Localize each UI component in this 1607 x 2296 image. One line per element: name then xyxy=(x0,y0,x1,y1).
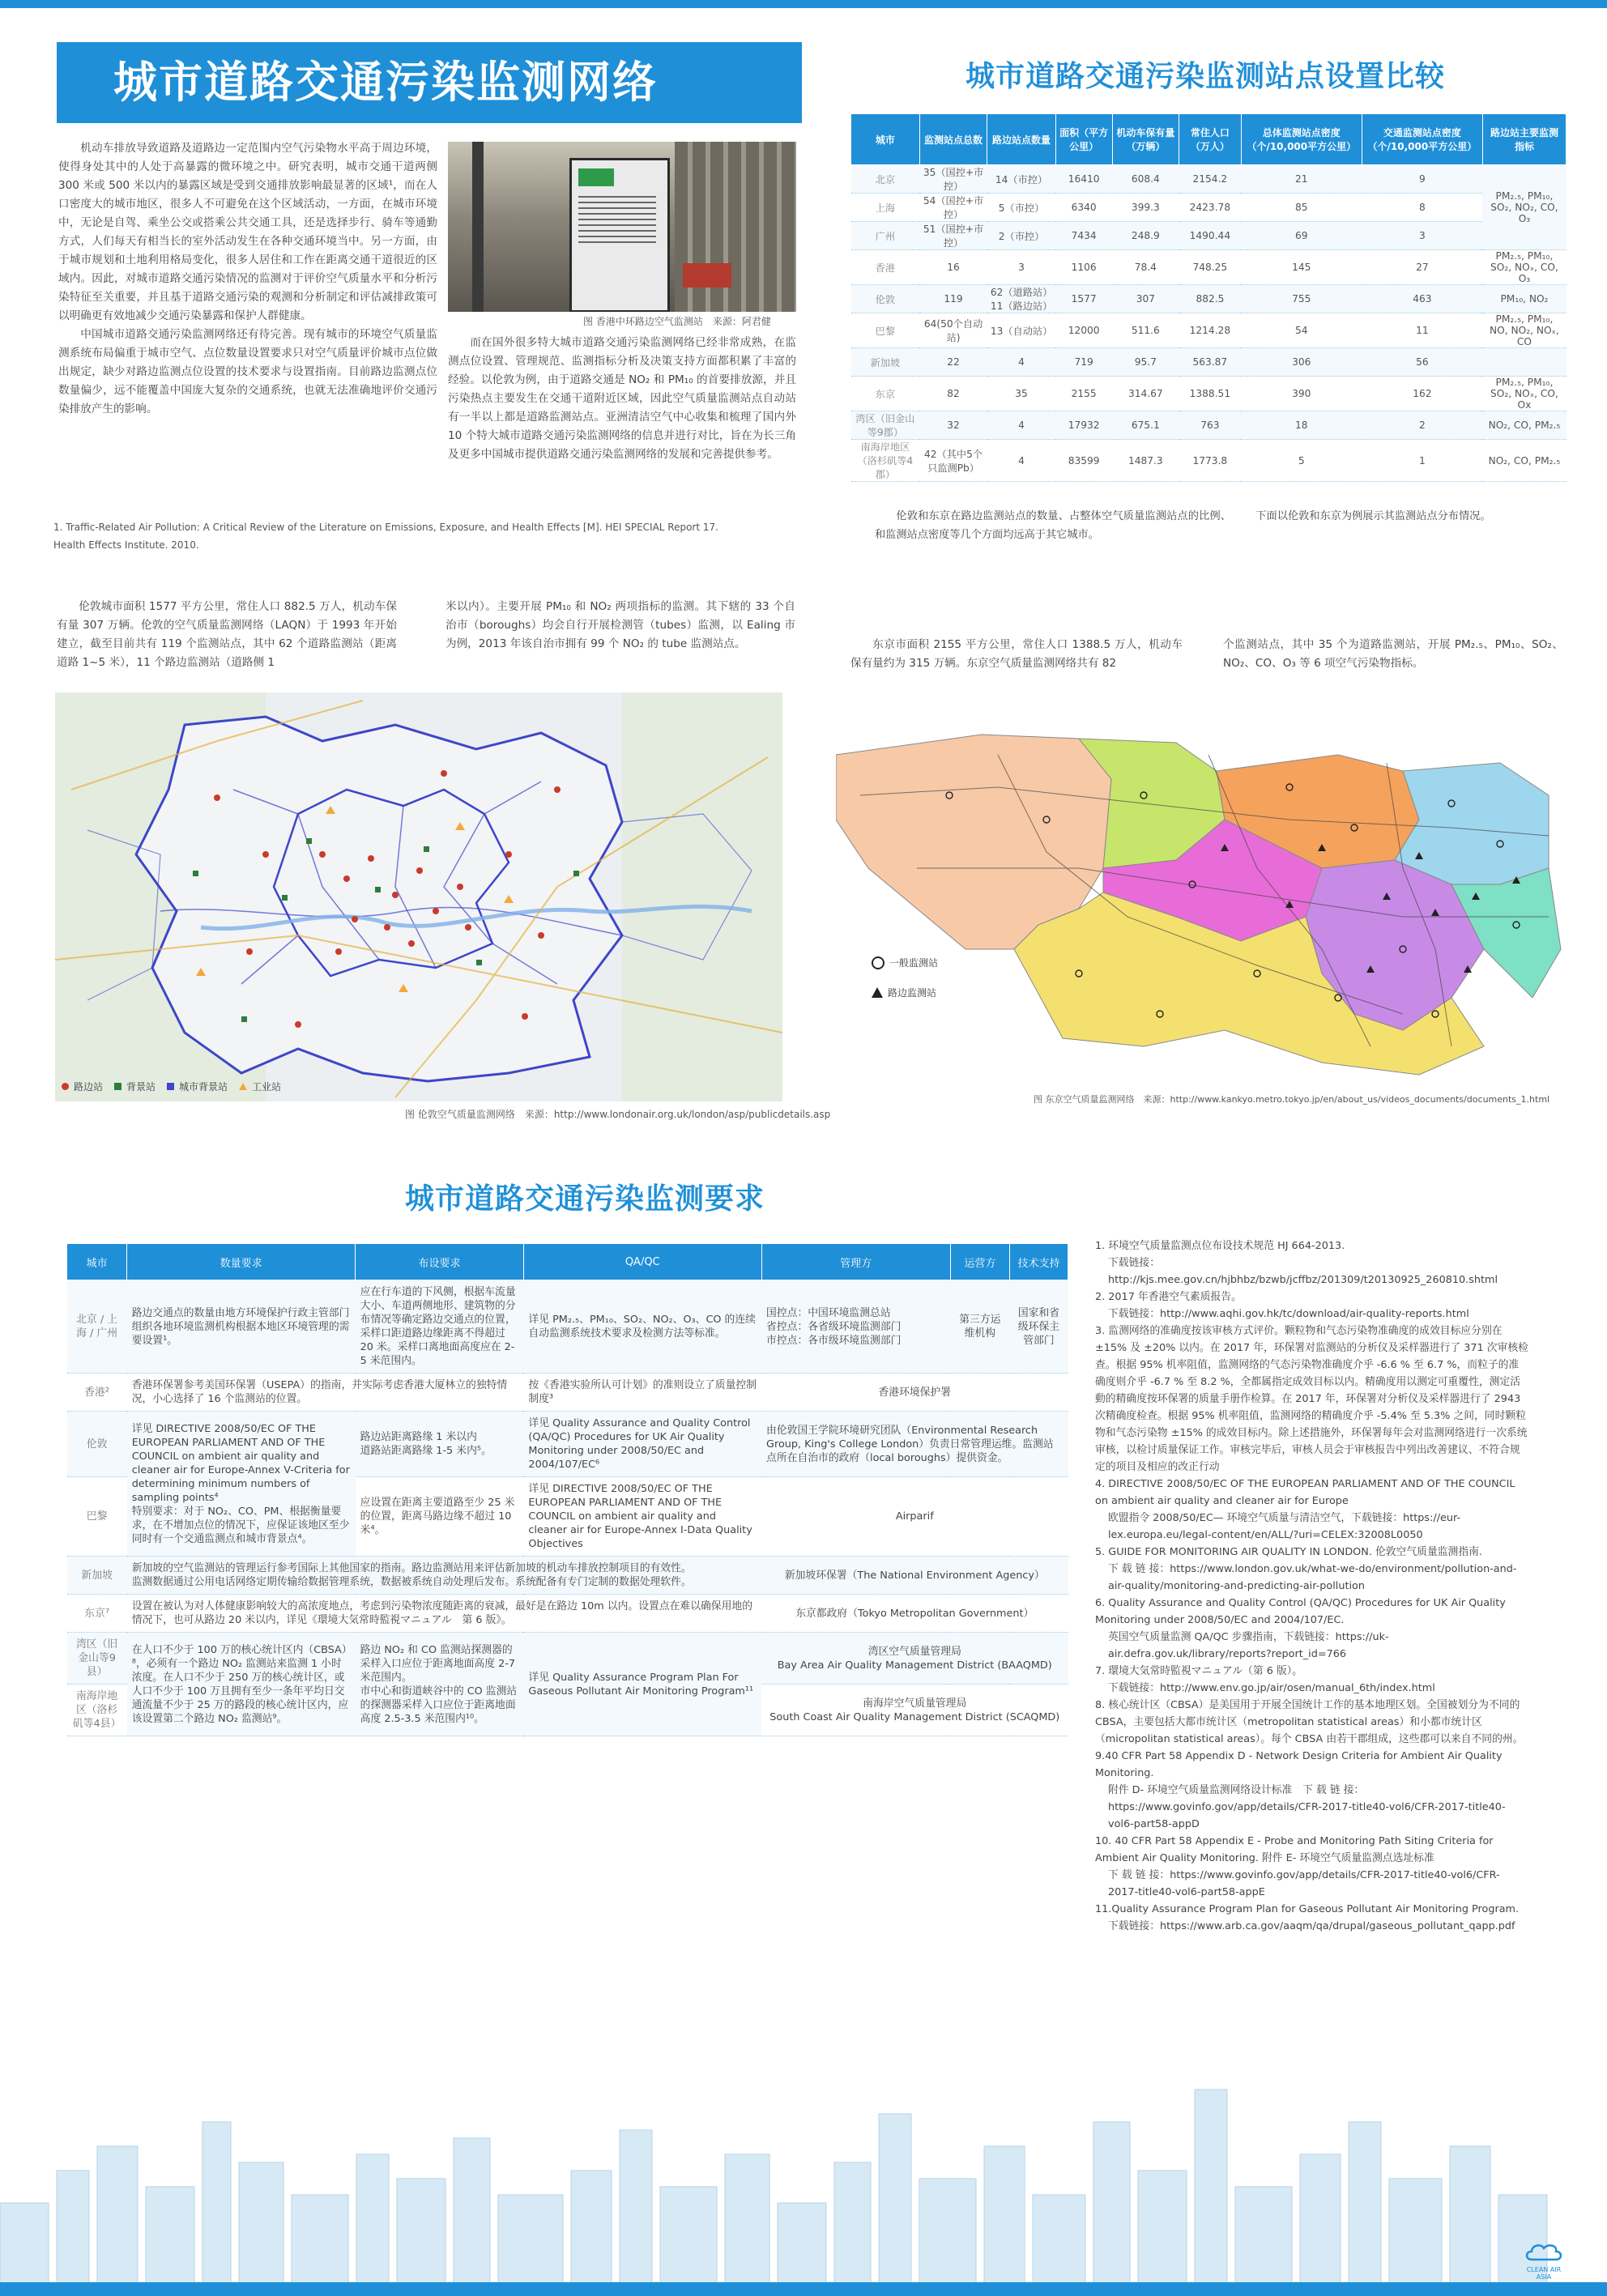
legend-background-label: 背景站 xyxy=(126,1081,156,1093)
cell-population: 1490.44 xyxy=(1179,222,1242,250)
req-cell-layout: 应在行车道的下风侧，根据车流量大小、车道两侧地形、建筑物的分布情况等确定路边交通点的位置，采样口距道路边缘距离不得超过 20 米。采样口离地面高度应在 2-5 米范围内。 xyxy=(356,1280,524,1374)
cell-indicators: PM₂.₅, PM₁₀, SO₂, NO₂, CO, O₃ xyxy=(1482,165,1566,250)
cell-roadside: 13（自动站） xyxy=(987,313,1055,348)
legend-background xyxy=(114,1080,156,1093)
req-row xyxy=(67,1280,1068,1374)
reference-title: 5. GUIDE FOR MONITORING AIR QUALITY IN LONDON. 伦敦空气质量监测指南. xyxy=(1095,1546,1482,1558)
table-row xyxy=(851,440,1567,482)
req-th-city: 城市 xyxy=(67,1244,127,1280)
cell-total: 54（国控+市控） xyxy=(919,194,987,222)
th-total: 监测站点总数 xyxy=(919,114,987,165)
req-th-tech: 技术支持 xyxy=(1009,1244,1068,1280)
london-text-right xyxy=(445,598,795,654)
reference-link[interactable]: 英国空气质量监测 QA/QC 步骤指南，下载链接：https://uk-air.defra.gov.uk/library/reports?report_id=766 xyxy=(1108,1631,1389,1660)
cell-density_traffic: 11 xyxy=(1362,313,1482,348)
cell-density_all: 755 xyxy=(1241,285,1362,313)
reference-link[interactable]: 下 载 链 接：https://www.govinfo.gov/app/details/CFR-2017-title40-vol6/CFR-2017-title40-vol6-part58-appE xyxy=(1108,1869,1500,1898)
table-row xyxy=(851,194,1567,222)
reference-title: 7. 環境大気常時監視マニュアル（第 6 版）。 xyxy=(1095,1665,1302,1677)
background-marker-icon xyxy=(114,1083,121,1090)
req-cell-qaqc: 详见 DIRECTIVE 2008/50/EC OF THE EUROPEAN PARLIAMENT AND OF THE COUNCIL on ambient air quality and cleaner air for Europe-Annex I-Data Quality Objectives xyxy=(523,1477,761,1557)
cell-area: 1106 xyxy=(1055,250,1112,285)
req-cell-manager: 新加坡环保署（The National Environment Agency） xyxy=(761,1557,1068,1595)
req-cell-number: 香港环保署参考美国环保署（USEPA）的指南，并实际考虑香港大厦林立的独特情况，小心选择了 16 个监测站的位置。 xyxy=(127,1374,524,1412)
table-header-row xyxy=(851,114,1567,165)
req-th-layout: 布设要求 xyxy=(356,1244,524,1280)
cell-population: 2154.2 xyxy=(1179,165,1242,194)
logo-text: CLEAN AIR ASIA xyxy=(1526,2266,1562,2281)
tokyo-map-caption: 图 东京空气质量监测网络 来源：http://www.kankyo.metro.tokyo.jp/en/about_us/videos_documents/documents_1.html xyxy=(1034,1094,1550,1105)
req-cell-city: 东京⁷ xyxy=(67,1595,127,1633)
req-cell-city: 北京 / 上海 / 广州 xyxy=(67,1280,127,1374)
req-cell-city: 巴黎 xyxy=(67,1477,127,1557)
tokyo-text-left-p: 东京市面积 2155 平方公里，常住人口 1388.5 万人，机动车保有量约为 315 万辆。东京空气质量监测网络共有 82 xyxy=(850,638,1183,670)
cell-indicators: PM₂.₅, PM₁₀, SO₂, NOₓ, CO, O₃ xyxy=(1482,250,1566,285)
clean-air-asia-logo xyxy=(1520,2240,1568,2281)
comparison-note-right-text: 下面以伦敦和东京为例展示其监测站点分布情况。 xyxy=(1255,510,1491,522)
general-station-icon xyxy=(872,956,884,969)
cell-vehicles: 307 xyxy=(1112,285,1179,313)
cell-roadside: 14（市控） xyxy=(987,165,1055,194)
photo-caption: 图 香港中环路边空气监测站 来源：阿君健 xyxy=(583,316,771,327)
reference-item xyxy=(1095,1697,1529,1748)
req-row xyxy=(67,1374,1068,1412)
req-row xyxy=(67,1412,1068,1477)
req-cell-city: 伦敦 xyxy=(67,1412,127,1477)
cell-roadside: 5（市控） xyxy=(987,194,1055,222)
cell-density_traffic: 8 xyxy=(1362,194,1482,222)
industrial-marker-icon xyxy=(239,1083,247,1090)
cell-population: 563.87 xyxy=(1179,348,1242,377)
comparison-note-left xyxy=(875,507,1231,544)
urban-marker-icon xyxy=(167,1083,174,1090)
bottom-band xyxy=(0,2282,1607,2296)
req-cell-operator: 第三方运维机构 xyxy=(950,1280,1009,1374)
cell-indicators: NO₂, CO, PM₂.₅ xyxy=(1482,440,1566,482)
skyline-decoration xyxy=(0,2073,1607,2284)
table-row xyxy=(851,377,1567,411)
tokyo-map xyxy=(836,706,1569,1085)
cell-city: 湾区（旧金山等9郡） xyxy=(851,411,920,440)
cell-vehicles: 511.6 xyxy=(1112,313,1179,348)
references-list xyxy=(1095,1237,1529,1935)
roadside-station-icon xyxy=(872,987,883,998)
comparison-note-right xyxy=(1234,507,1542,526)
req-row xyxy=(67,1633,1068,1685)
cell-vehicles: 78.4 xyxy=(1112,250,1179,285)
cell-total: 64(50个自动站) xyxy=(919,313,987,348)
comparison-title: 城市道路交通污染监测站点设置比较 xyxy=(965,60,1446,93)
reference-link[interactable]: 附件 D- 环境空气质量监测网络设计标准 下 载 链 接：https://www.govinfo.gov/app/details/CFR-2017-title40-vol6/CFR-2017-title40-vol6-part58-appD xyxy=(1108,1784,1506,1830)
cell-density_traffic: 463 xyxy=(1362,285,1482,313)
cell-area: 16410 xyxy=(1055,165,1112,194)
london-map-caption: 图 伦敦空气质量监测网络 来源：http://www.londonair.org.uk/london/asp/publicdetails.asp xyxy=(405,1109,831,1120)
cell-city: 香港 xyxy=(851,250,920,285)
req-cell-number: 详见 DIRECTIVE 2008/50/EC OF THE EUROPEAN PARLIAMENT AND OF THE COUNCIL on ambient air quality and cleaner air for Europe-Annex V-Criteria for determining minimum numbers of sampling points⁴ 特别要求：对于 NO₂、CO、PM、根据衡量要求，在不增加点位的情况下，应保证该地区至少同时有一个交通监测点和城市背景点⁴。 xyxy=(127,1412,356,1557)
cell-density_traffic: 27 xyxy=(1362,250,1482,285)
cell-roadside: 35 xyxy=(987,377,1055,411)
legend-roadside-label: 路边站 xyxy=(74,1081,104,1093)
cell-area: 83599 xyxy=(1055,440,1112,482)
cell-density_all: 85 xyxy=(1241,194,1362,222)
tokyo-text-right xyxy=(1223,636,1563,673)
cell-density_traffic: 2 xyxy=(1362,411,1482,440)
th-city: 城市 xyxy=(851,114,920,165)
req-row xyxy=(67,1595,1068,1633)
table-row xyxy=(851,313,1567,348)
reference-title: 3. 监测网络的准确度按该审核方式评价。颗粒物和气态污染物准确度的成效目标应分别在 ±15% 及 ±20% 以内。在 2017 年，环保署对监测站的分析仪及采样器进行了 371 次审核检查。根据 95% 机率阻值，监测网络的气态污染物准确度介乎 -6.6 % 至 6.7 %，而粒子的准确度则介乎 -6.7 % 至 8.2 %，全都属指定成效目标以内。精确度用以测定可重覆性，测定活動的精确度按环保署的质量手册作检算。在 2017 年，环保署对分析仪及采样器进行了 2943 次精确度检查。根据 95% 机率阻值，监测网络的精确度介乎 -5.4% 至 5.3% 之间，同时颗粒物和气态污染物 ±15% 的成效目标内。除上述措施外，环保署每年会对监测网络进行一次系统审核，以检讨质量保证工作。审核完毕后，审核人员会于审核报告中列出改善建议、不符合规定的项目及相应的改正行动 xyxy=(1095,1325,1528,1473)
london-text-right-p: 米以内）。主要开展 PM₁₀ 和 NO₂ 两项指标的监测。其下辖的 33 个自治市（boroughs）均会自行开展检测管（tubes）监测，以 Ealing 市为例，2013 年该自治市拥有 99 个 NO₂ 的 tube 监测站点。 xyxy=(445,600,795,650)
cell-vehicles: 608.4 xyxy=(1112,165,1179,194)
legend-urban-label: 城市背景站 xyxy=(179,1081,228,1093)
cell-density_traffic: 56 xyxy=(1362,348,1482,377)
cell-roadside: 62（道路站）11（路边站） xyxy=(987,285,1055,313)
reference-link[interactable]: 下载链接：https://www.arb.ca.gov/aaqm/qa/drupal/gaseous_pollutant_qapp.pdf xyxy=(1108,1920,1515,1932)
req-cell-layout: 路边 NO₂ 和 CO 监测站探测器的采样入口应位于距离地面高度 2-7 米范围内。 市中心和街道峡谷中的 CO 监测站的探测器采样入口应位于距离地面高度 2.5-3.5 米范围内¹⁰。 xyxy=(356,1633,524,1736)
legend-general xyxy=(872,956,938,969)
cell-population: 2423.78 xyxy=(1179,194,1242,222)
comparison-note-left-text: 伦敦和东京在路边监测站点的数量、占整体空气质量监测站点的比例、和监测站点密度等几个方面均远高于其它城市。 xyxy=(875,510,1231,541)
req-row xyxy=(67,1557,1068,1595)
tokyo-text-right-p: 个监测站点，其中 35 个为道路监测站，开展 PM₂.₅、PM₁₀、SO₂、NO₂、CO、O₃ 等 6 项空气污染物指标。 xyxy=(1223,638,1563,670)
legend-industrial xyxy=(239,1080,281,1093)
req-cell-city: 南海岸地区（洛杉矶等4县） xyxy=(67,1685,127,1736)
req-th-operator: 运营方 xyxy=(950,1244,1009,1280)
th-population: 常住人口（万人） xyxy=(1179,114,1242,165)
cell-density_all: 306 xyxy=(1241,348,1362,377)
intro-text-right xyxy=(448,334,796,464)
reference-title: 6. Quality Assurance and Quality Control (QA/QC) Procedures for UK Air Quality Monitoring under 2008/50/EC and 2004/107/EC. xyxy=(1095,1597,1506,1626)
cell-indicators: PM₂.₅, PM₁₀, NO, NO₂, NOₓ, CO xyxy=(1482,313,1566,348)
london-legend xyxy=(62,1080,281,1093)
cell-total: 22 xyxy=(919,348,987,377)
roadside-marker-icon xyxy=(62,1083,69,1090)
cell-area: 17932 xyxy=(1055,411,1112,440)
reference-link[interactable]: 下 载 链 接：https://www.london.gov.uk/what-we-do/environment/pollution-and-air-quality/monitoring-and-predicting-air-pollution xyxy=(1108,1563,1517,1592)
reference-title: 8. 核心统计区（CBSA）是美国用于开展全国统计工作的基本地理区划。全国被划分为不同的 CBSA，主要包括大都市统计区（metropolitan statistical areas）和小都市统计区（micropolitan statistical areas）。每个 CBSA 由若干郡组成，这些郡可以来自不同的州。 xyxy=(1095,1699,1524,1745)
reference-title: 4. DIRECTIVE 2008/50/EC OF THE EUROPEAN PARLIAMENT AND OF THE COUNCIL on ambient air quality and cleaner air for Europe xyxy=(1095,1478,1515,1507)
cell-population: 1388.51 xyxy=(1179,377,1242,411)
cloud-logo-icon xyxy=(1524,2240,1564,2263)
cell-city: 南海岸地区（洛杉矶等4郡） xyxy=(851,440,920,482)
footnote-1: 1. Traffic-Related Air Pollution: A Critical Review of the Literature on Emissions, Exposure, and Health Effects [M]. HEI SPECIAL Report 17. Health Effects Institute. 2010. xyxy=(53,522,718,551)
reference-item xyxy=(1095,1476,1529,1544)
skyline-graphic xyxy=(0,2073,1607,2284)
cell-vehicles: 314.67 xyxy=(1112,377,1179,411)
cell-roadside: 4 xyxy=(987,440,1055,482)
reference-title: 1. 环境空气质量监测点位布设技术规范 HJ 664-2013. xyxy=(1095,1240,1345,1252)
cell-total: 16 xyxy=(919,250,987,285)
req-cell-manager: 南海岸空气质量管理局 South Coast Air Quality Management District (SCAQMD) xyxy=(761,1685,1068,1736)
table-row xyxy=(851,250,1567,285)
intro-paragraph-3: 而在国外很多特大城市道路交通污染监测网络已经非常成熟，在监测点位设置、管理规范、监测指标分析及决策支持方面都积累了丰富的经验。以伦敦为例，由于道路交通是 NO₂ 和 PM₁₀ 的首要排放源，并且污染热点主要发生在交通干道附近区域，因此空气质量监测站点自动站有一半以上都是道路监测站点。亚洲清洁空气中心收集和梳理了国内外 10 个特大城市道路交通污染监测网络的信息并进行对比，旨在为长三角及更多中国城市提供道路交通污染监测网络的发展和完善提供参考。 xyxy=(448,336,796,461)
reference-link[interactable]: 下载链接：http://kjs.mee.gov.cn/hjbhbz/bzwb/jcffbz/201309/t20130925_260810.shtml xyxy=(1108,1257,1498,1286)
cell-density_traffic: 3 xyxy=(1362,222,1482,250)
cell-city: 东京 xyxy=(851,377,920,411)
london-text-left xyxy=(57,598,397,672)
cell-area: 6340 xyxy=(1055,194,1112,222)
req-cell-number: 路边交通点的数量由地方环境保护行政主管部门组织各地环境监测机构根据本地区环境管理的需要设置¹。 xyxy=(127,1280,356,1374)
reference-item xyxy=(1095,1748,1529,1833)
cell-density_all: 54 xyxy=(1241,313,1362,348)
legend-roadside-tokyo-label: 路边监测站 xyxy=(888,987,937,999)
cell-density_traffic: 162 xyxy=(1362,377,1482,411)
cell-vehicles: 1487.3 xyxy=(1112,440,1179,482)
cell-roadside: 4 xyxy=(987,411,1055,440)
cell-density_traffic: 1 xyxy=(1362,440,1482,482)
cell-city: 上海 xyxy=(851,194,920,222)
reference-item xyxy=(1095,1901,1529,1935)
legend-general-label: 一般监测站 xyxy=(889,957,939,969)
cell-city: 北京 xyxy=(851,165,920,194)
table-row xyxy=(851,411,1567,440)
intro-text xyxy=(58,139,437,419)
cell-vehicles: 399.3 xyxy=(1112,194,1179,222)
reference-title: 10. 40 CFR Part 58 Appendix E - Probe and Monitoring Path Siting Criteria for Ambient Air Quality Monitoring. 附件 E- 环境空气质量监测点选址标准 xyxy=(1095,1835,1494,1864)
cell-density_traffic: 9 xyxy=(1362,165,1482,194)
intro-paragraph-1: 机动车排放导致道路及道路边一定范围内空气污染物水平高于周边环境，使得身处其中的人处于高暴露的微环境之中。研究表明，城市交通干道两侧 300 米或 500 米以内的暴露区域是受到交通排放影响最显著的区域¹，而在人口密度大的城市地区，很多人不可避免在这个区域活动，一方面，在城市环境中，无论是自驾、乘坐公交或搭乘公共交通工具，还是选择步行、骑车等通勤方式，人们每天有相当长的室外活动发生在各种交通环境当中。另一方面，由于城市规划和土地利用格局变化，很多人居住和工作在距离交通干道很近的区域内。因此，对城市道路交通污染情况的监测对于评价空气质量水平和分析污染特征至关重要，并且基于道路交通污染的观测和分析制定和评估减排政策可以明确更有效地减少交通污染暴露和保护人群健康。 xyxy=(58,142,437,322)
cell-population: 882.5 xyxy=(1179,285,1242,313)
req-cell-layout: 路边站距离路缘 1 米以内 道路站距离路缘 1-5 米内⁵。 xyxy=(356,1412,524,1477)
cell-population: 763 xyxy=(1179,411,1242,440)
req-cell-layout: 应设置在距离主要道路至少 25 米的位置，距离马路边缘不超过 10 米⁴。 xyxy=(356,1477,524,1557)
req-cell-number: 在人口不少于 100 万的核心统计区内（CBSA）⁸，必须有一个路边 NO₂ 监测站来监测 1 小时浓度。在人口不少于 250 万的核心统计区，或人口不少于 100 万且拥有至少一条年平均日交通流量不少于 25 万的路段的核心统计区内，应该设置第二个路边 NO₂ 监测站⁹。 xyxy=(127,1633,356,1736)
cell-roadside: 4 xyxy=(987,348,1055,377)
cell-density_all: 21 xyxy=(1241,165,1362,194)
requirements-table xyxy=(66,1243,1068,1736)
cell-city: 新加坡 xyxy=(851,348,920,377)
cell-density_all: 18 xyxy=(1241,411,1362,440)
reference-item xyxy=(1095,1289,1529,1323)
london-text-left-p: 伦敦城市面积 1577 平方公里，常住人口 882.5 万人，机动车保有量 307 万辆。伦敦的空气质量监测网络（LAQN）于 1993 年开始建立，截至目前共有 119 个监测站点，其中 62 个道路监测站（距离道路 1~5 米），11 个路边监测站（道路侧 1 xyxy=(57,600,397,669)
cell-density_all: 145 xyxy=(1241,250,1362,285)
cell-roadside: 2（市控） xyxy=(987,222,1055,250)
cell-city: 广州 xyxy=(851,222,920,250)
legend-industrial-label: 工业站 xyxy=(252,1081,282,1093)
cell-total: 35（国控+市控） xyxy=(919,165,987,194)
reference-item xyxy=(1095,1595,1529,1663)
cell-area: 719 xyxy=(1055,348,1112,377)
london-map-graphic xyxy=(55,692,782,1101)
cell-density_all: 69 xyxy=(1241,222,1362,250)
cell-population: 748.25 xyxy=(1179,250,1242,285)
top-band xyxy=(0,0,1607,8)
req-cell-city: 湾区（旧金山等9县） xyxy=(67,1633,127,1685)
req-cell-manager: 由伦敦国王学院环境研究团队（Environmental Research Group, King's College London）负责日常管理运维。监测站点所在自治市的政府（local boroughs）提供资金。 xyxy=(761,1412,1068,1477)
cell-density_all: 390 xyxy=(1241,377,1362,411)
cell-roadside: 3 xyxy=(987,250,1055,285)
reference-title: 11.Quality Assurance Program Plan for Gaseous Pollutant Air Monitoring Program. xyxy=(1095,1903,1520,1915)
req-cell-number: 新加坡的空气监测站的管理运行参考国际上其他国家的指南。路边监测站用来评估新加坡的机动车排放控制项目的有效性。 监测数据通过公用电话网络定期传输给数据管理系统，数据被系统自动处理后发布。系统配备有专门定制的数据处理软件。 xyxy=(127,1557,761,1595)
reference-title: 2. 2017 年香港空气素质报告。 xyxy=(1095,1291,1242,1303)
legend-urban xyxy=(167,1080,228,1093)
cell-vehicles: 95.7 xyxy=(1112,348,1179,377)
req-cell-qaqc: 详见 PM₂.₅、PM₁₀、SO₂、NO₂、O₃、CO 的连续自动监测系统技术要求及检测方法等标准。 xyxy=(523,1280,761,1374)
req-cell-manager: 湾区空气质量管理局 Bay Area Air Quality Management District (BAAQMD) xyxy=(761,1633,1068,1685)
tokyo-legend xyxy=(872,956,938,999)
requirements-title: 城市道路交通污染监测要求 xyxy=(405,1182,765,1216)
tokyo-text-left xyxy=(850,636,1183,673)
site-comparison-table xyxy=(850,113,1567,482)
cell-area: 12000 xyxy=(1055,313,1112,348)
table-row xyxy=(851,165,1567,194)
cell-total: 42（其中5个只监测Pb） xyxy=(919,440,987,482)
th-roadside: 路边站点数量 xyxy=(987,114,1055,165)
cell-indicators: PM₁₀, NO₂ xyxy=(1482,285,1566,313)
reference-link[interactable]: 下载链接：http://www.env.go.jp/air/osen/manual_6th/index.html xyxy=(1108,1682,1435,1694)
req-cell-tech: 国家和省级环保主管部门 xyxy=(1009,1280,1068,1374)
cell-population: 1214.28 xyxy=(1179,313,1242,348)
table-row xyxy=(851,222,1567,250)
req-header-row xyxy=(67,1244,1068,1280)
req-th-qaqc: QA/QC xyxy=(523,1244,761,1280)
cell-city: 巴黎 xyxy=(851,313,920,348)
cell-vehicles: 248.9 xyxy=(1112,222,1179,250)
th-density-all: 总体监测站点密度（个/10,000平方公里） xyxy=(1241,114,1362,165)
reference-item xyxy=(1095,1323,1529,1476)
legend-roadside xyxy=(62,1080,103,1093)
london-map xyxy=(55,692,782,1101)
req-cell-number: 设置在被认为对人体健康影响较大的高浓度地点，考虑到污染物浓度随距离的衰减，最好是在路边 10m 以内。设置点在难以确保用地的情况下，也可从路边 20 米以内，详见《環境大気常時監視マニュアル 第 6 版》。 xyxy=(127,1595,761,1633)
intro-paragraph-2: 中国城市道路交通污染监测网络还有待完善。现有城市的环境空气质量监测系统布局偏重于城市空气、点位数量设置要求只对空气质量评价城市点位做出规定，缺少对路边监测点位设置的技术要求与设置指南。目前路边监测点位数量偏少，远不能覆盖中国庞大复杂的交通系统，也就无法准确地评价交通污染排放产生的影响。 xyxy=(58,328,437,415)
reference-item xyxy=(1095,1663,1529,1697)
cell-indicators xyxy=(1482,348,1566,377)
req-cell-qaqc: 详见 Quality Assurance and Quality Control (QA/QC) Procedures for UK Air Quality Monitoring under 2008/50/EC and 2004/107/EC⁶ xyxy=(523,1412,761,1477)
th-area: 面积（平方公里） xyxy=(1055,114,1112,165)
req-cell-city: 新加坡 xyxy=(67,1557,127,1595)
req-th-number: 数量要求 xyxy=(127,1244,356,1280)
legend-roadside-tokyo xyxy=(872,986,938,999)
th-vehicles: 机动车保有量（万辆） xyxy=(1112,114,1179,165)
th-density-traffic: 交通监测站点密度（个/10,000平方公里） xyxy=(1362,114,1482,165)
req-cell-manager: 国控点：中国环境监测总站 省控点：各省级环境监测部门 市控点：各市级环境监测部门 xyxy=(761,1280,950,1374)
cell-indicators: PM₂.₅, PM₁₀, SO₂, NOₓ, CO, Ox xyxy=(1482,377,1566,411)
cell-population: 1773.8 xyxy=(1179,440,1242,482)
table-row xyxy=(851,285,1567,313)
cell-vehicles: 675.1 xyxy=(1112,411,1179,440)
tokyo-map-graphic xyxy=(836,706,1569,1085)
reference-link[interactable]: 下载链接：http://www.aqhi.gov.hk/tc/download/air-quality-reports.html xyxy=(1108,1308,1469,1320)
th-indicators: 路边站主要监测指标 xyxy=(1482,114,1566,165)
table-row xyxy=(851,348,1567,377)
cell-indicators: NO₂, CO, PM₂.₅ xyxy=(1482,411,1566,440)
cell-area: 7434 xyxy=(1055,222,1112,250)
req-cell-manager: 香港环境保护署 xyxy=(761,1374,1068,1412)
cell-total: 119 xyxy=(919,285,987,313)
reference-item xyxy=(1095,1544,1529,1595)
reference-link[interactable]: 欧盟指令 2008/50/EC— 环境空气质量与清洁空气，下载链接：https://eur-lex.europa.eu/legal-content/en/ALL/?uri=CELEX:32008L0050 xyxy=(1108,1512,1461,1541)
reference-title: 9.40 CFR Part 58 Appendix D - Network Design Criteria for Ambient Air Quality Monitoring. xyxy=(1095,1750,1503,1779)
req-cell-manager: Airparif xyxy=(761,1477,1068,1557)
cell-total: 51（国控+市控） xyxy=(919,222,987,250)
cell-total: 82 xyxy=(919,377,987,411)
req-cell-manager: 东京都政府（Tokyo Metropolitan Government） xyxy=(761,1595,1068,1633)
cell-city: 伦敦 xyxy=(851,285,920,313)
hongkong-station-photo xyxy=(448,142,796,312)
cell-density_all: 5 xyxy=(1241,440,1362,482)
cell-area: 1577 xyxy=(1055,285,1112,313)
tokyo-region xyxy=(1395,763,1549,884)
reference-item xyxy=(1095,1237,1529,1289)
req-cell-qaqc: 详见 Quality Assurance Program Plan For Gaseous Pollutant Air Monitoring Program¹¹ xyxy=(523,1633,761,1736)
req-th-manager: 管理方 xyxy=(761,1244,950,1280)
cell-area: 2155 xyxy=(1055,377,1112,411)
req-cell-qaqc: 按《香港实验所认可计划》的准则设立了质量控制制度³ xyxy=(523,1374,761,1412)
req-cell-city: 香港² xyxy=(67,1374,127,1412)
reference-item xyxy=(1095,1833,1529,1901)
page-title: 城市道路交通污染监测网络 xyxy=(57,42,802,123)
cell-total: 32 xyxy=(919,411,987,440)
